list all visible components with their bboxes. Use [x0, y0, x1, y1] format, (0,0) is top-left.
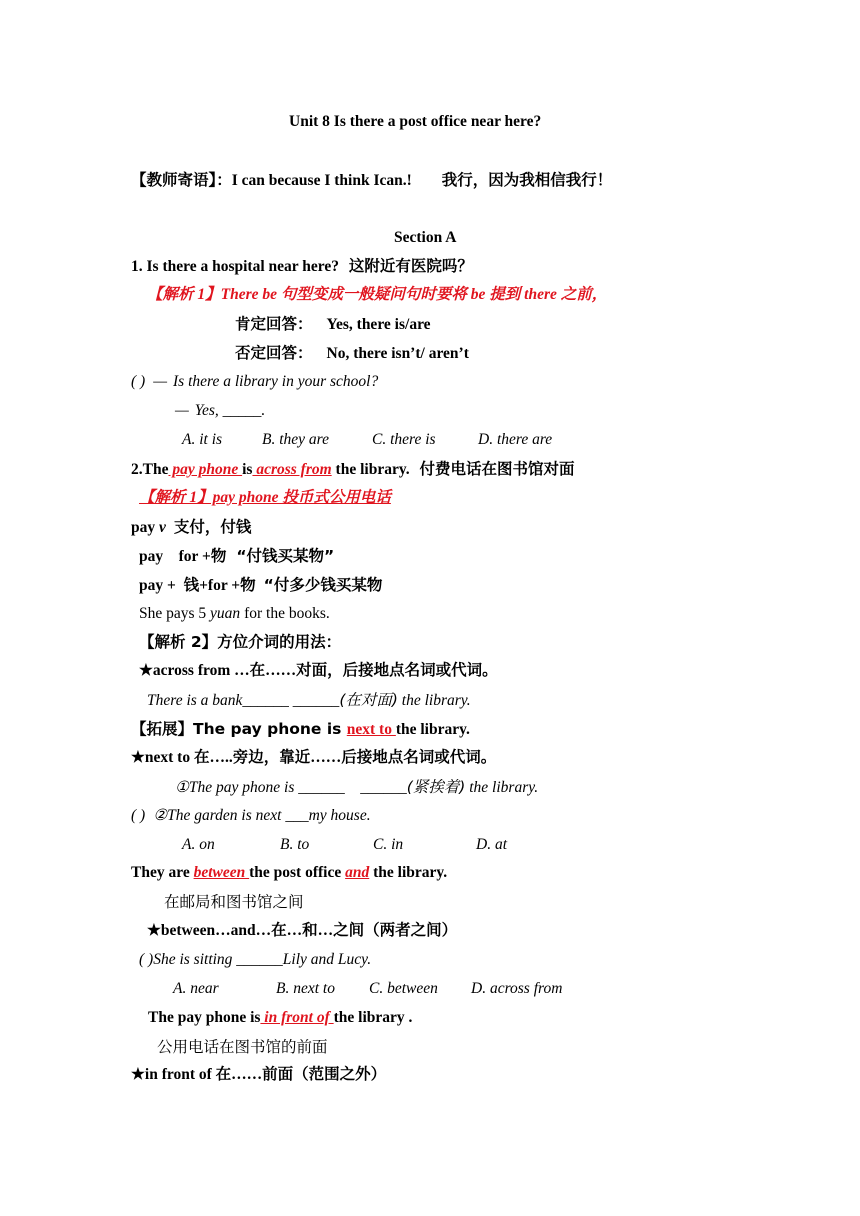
ex3-option-c: C. between — [369, 980, 438, 997]
motto-en: I can because I think Ican.! — [231, 172, 412, 189]
section-heading: Section A — [394, 229, 457, 246]
in-front-of-translation: 公用电话在图书馆的前面 — [157, 1038, 328, 1056]
key-and: and — [345, 864, 370, 881]
ex3-option-b: B. next to — [276, 980, 335, 997]
in-front-of-rule: ★in front of 在……前面（范围之外） — [131, 1066, 387, 1083]
item2-note: 【解析 1】pay phone 投币式公用电话 — [139, 489, 391, 506]
in-front-of-sentence: The pay phone is in front of the library . — [148, 1009, 413, 1026]
item1-note: 【解析 1】There be 句型变成一般疑问句时要将 be 提到 there 之前， — [147, 286, 608, 303]
motto-cn: 我行，因为我相信我行！ — [441, 171, 613, 189]
pay-example: She pays 5 yuan for the books. — [139, 605, 330, 622]
item2-sentence: 2.The pay phone is across from the library. 付费电话在图书馆对面 — [131, 460, 575, 478]
page-title: Unit 8 Is there a post office near here? — [289, 113, 542, 130]
pay-rule-1: pay for +物 “付钱买某物” — [139, 547, 335, 565]
pay-definition: pay v 支付，付钱 — [131, 518, 252, 536]
item1-question: ( ) — Is there a library in your school? — [131, 373, 379, 390]
ex2-option-c: C. in — [373, 836, 404, 853]
item2-note2: 【解析 2】方位介词的用法： — [139, 633, 342, 651]
next-to-example-2: ( ) ②The garden is next ___my house. — [131, 807, 371, 824]
item1-answer-blank: — Yes, _____. — [175, 402, 266, 419]
between-sentence: They are between the post office and the library. — [131, 864, 448, 881]
across-from-rule: ★across from …在……对面，后接地点名词或代词。 — [139, 662, 498, 679]
item1-option-a: A. it is — [182, 431, 223, 448]
negative-answer: 否定回答： No, there isn’t/ aren’t — [235, 344, 469, 362]
pay-rule-2: pay + 钱+for +物 “付多少钱买某物 — [139, 576, 383, 594]
between-example: ( )She is sitting ______Lily and Lucy. — [139, 951, 372, 968]
key-in-front-of: in front of — [260, 1009, 334, 1026]
motto-label: 【教师寄语】： — [131, 171, 232, 189]
item1-option-b: B. they are — [262, 431, 329, 448]
ex3-option-a: A. near — [173, 980, 219, 997]
across-example: There is a bank______ ______(在对面) the library. — [147, 691, 471, 709]
key-across-from: across from — [252, 461, 332, 478]
next-to-example-1: ①The pay phone is ______ ______(紧挨着) the library. — [175, 778, 539, 796]
between-translation: 在邮局和图书馆之间 — [164, 893, 304, 911]
item1-option-d: D. there are — [478, 431, 553, 448]
positive-answer: 肯定回答： Yes, there is/are — [235, 315, 431, 333]
key-next-to: next to — [346, 721, 396, 738]
teacher-motto — [131, 170, 612, 191]
ex2-option-b: B. to — [280, 836, 310, 853]
item1-option-c: C. there is — [372, 431, 436, 448]
key-between: between — [193, 864, 250, 881]
ex2-option-d: D. at — [476, 836, 507, 853]
key-pay-phone: pay phone — [168, 461, 243, 478]
between-rule: ★between…and…在…和…之间（两者之间） — [147, 922, 458, 939]
ex2-option-a: A. on — [182, 836, 215, 853]
ex3-option-d: D. across from — [471, 980, 563, 997]
item1-sentence: 1. Is there a hospital near here? 这附近有医院吗？ — [131, 257, 473, 275]
extension-line: 【拓展】The pay phone is next to the library. — [131, 720, 470, 738]
next-to-rule: ★next to 在…..旁边，靠近……后接地点名词或代词。 — [131, 749, 497, 766]
